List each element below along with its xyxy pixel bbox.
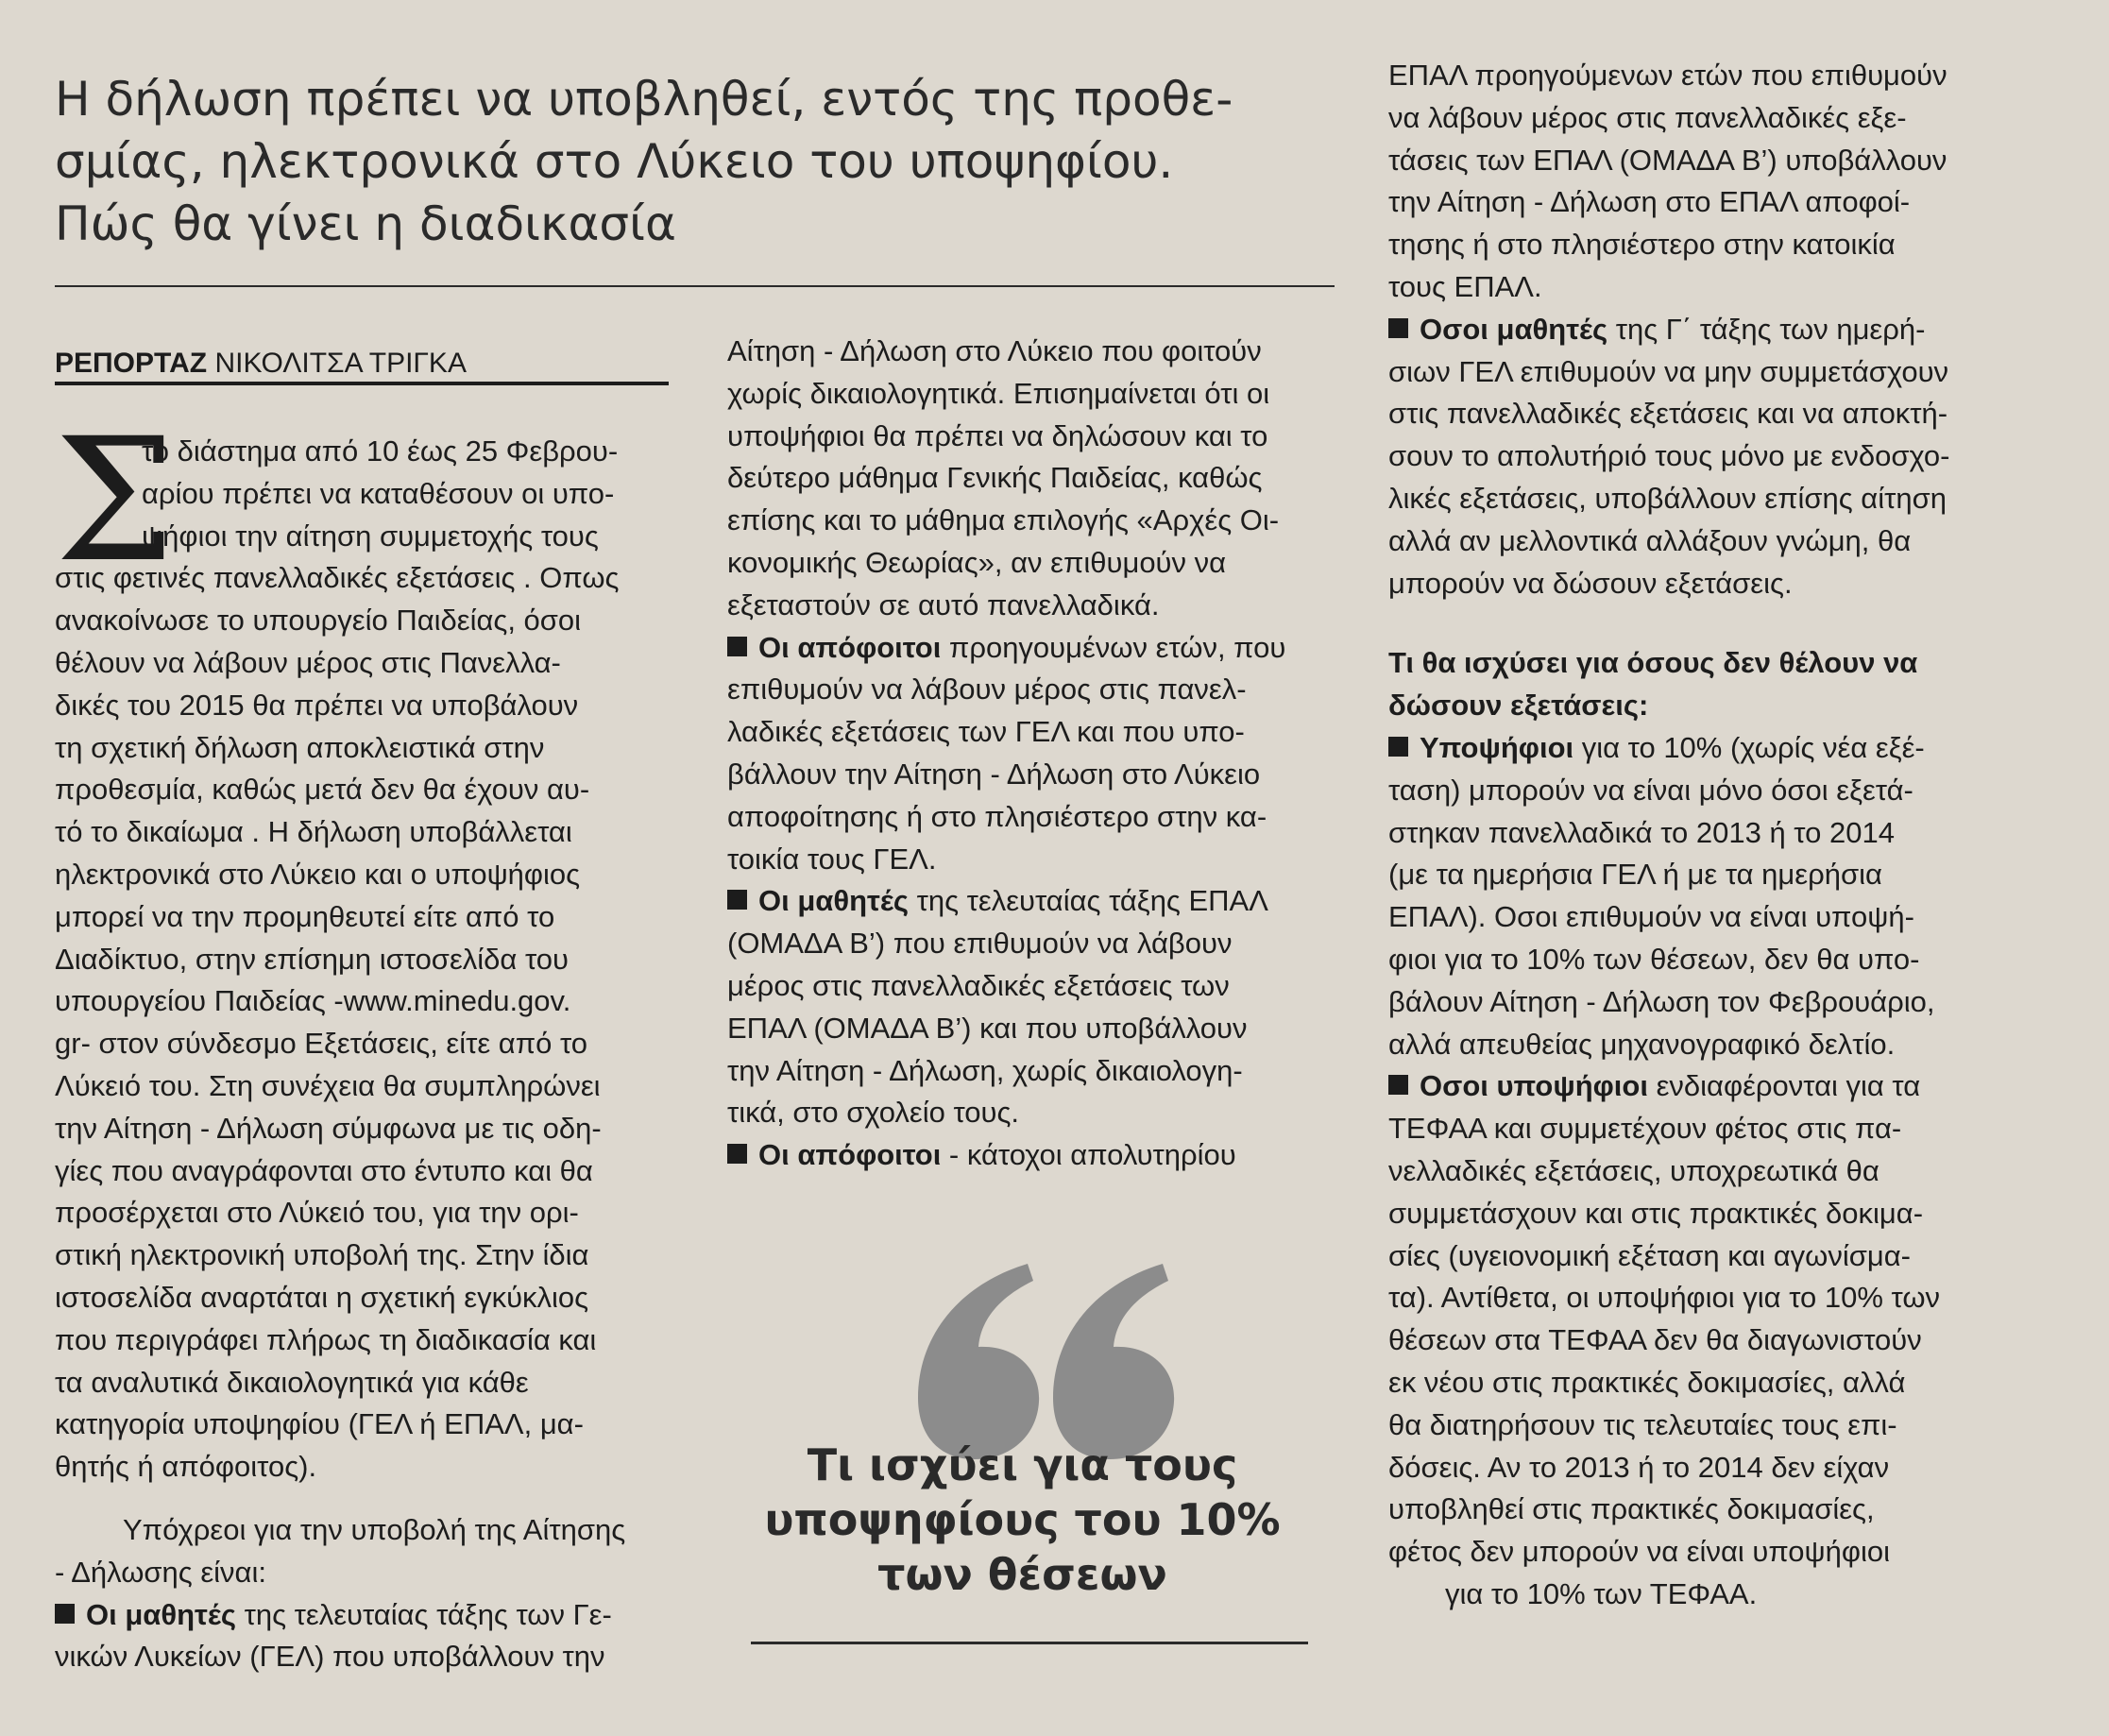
byline-label: ΡΕΠΟΡΤΑΖ xyxy=(55,348,208,379)
text-line: (με τα ημερήσια ΓΕΛ ή με τα ημερήσια xyxy=(1388,858,1882,892)
text-line: gr- στον σύνδεσμο Εξετάσεις, είτε από το xyxy=(55,1027,588,1061)
text-line: θέσεων στα ΤΕΦΑΑ δεν θα διαγωνιστούν xyxy=(1388,1323,1922,1357)
item-text: - κάτοχοι απολυτηρίου xyxy=(941,1138,1236,1172)
bullet-square-icon xyxy=(1388,318,1408,338)
pull-quote-rule xyxy=(751,1642,1308,1644)
text-line: ΕΠΑΛ). Οσοι επιθυμούν να είναι υποψή- xyxy=(1388,900,1914,934)
text-line: χωρίς δικαιολογητικά. Επισημαίνεται ότι οι xyxy=(727,376,1270,410)
text-line: την Αίτηση - Δήλωση σύμφωνα με τις οδη- xyxy=(55,1111,602,1145)
text-line: Αίτηση - Δήλωση στο Λύκειο που φοιτούν xyxy=(727,334,1262,367)
text-line: ιστοσελίδα αναρτάται η σχετική εγκύκλιος xyxy=(55,1280,589,1314)
item-text: της Γ΄ τάξης των ημερή- xyxy=(1607,312,1926,346)
section-subhead: δώσουν εξετάσεις: xyxy=(1388,689,1649,723)
text-line: λαδικές εξετάσεις των ΓΕΛ και που υπο- xyxy=(727,715,1245,749)
text-line: ηλεκτρονικά στο Λύκειο και ο υποψήφιος xyxy=(55,857,581,891)
list-item xyxy=(1388,1065,2012,1108)
text-line: βάλουν Αίτηση - Δήλωση τον Φεβρουάριο, xyxy=(1388,984,1935,1018)
text-line: τικά, στο σχολείο τους. xyxy=(727,1096,1020,1130)
quotation-mark-icon xyxy=(916,1247,1181,1464)
text-line: τάσεις των ΕΠΑΛ (ΟΜΑΔΑ Β’) υποβάλλουν xyxy=(1388,143,1947,177)
text-line: ΤΕΦΑΑ και συμμετέχουν φέτος στις πα- xyxy=(1388,1112,1902,1146)
text-line: εκ νέου στις πρακτικές δοκιμασίες, αλλά xyxy=(1388,1365,1906,1399)
list-item xyxy=(727,1134,1318,1177)
pull-quote-line: υποψηφίους του 10% xyxy=(764,1494,1281,1545)
list-item xyxy=(55,1594,683,1637)
text-line: στις πανελλαδικές εξετάσεις και να αποκτή- xyxy=(1388,397,1948,431)
byline-author: ΝΙΚΟΛΙΤΣΑ ΤΡΙΓΚΑ xyxy=(214,348,467,379)
headline-line: Πώς θα γίνει η διαδικασία xyxy=(55,196,676,251)
text-line: βάλλουν την Αίτηση - Δήλωση στο Λύκειο xyxy=(727,757,1261,791)
text-line: νελλαδικές εξετάσεις, υποχρεωτικά θα xyxy=(1388,1153,1879,1187)
text-line: Λύκειό του. Στη συνέχεια θα συμπληρώνει xyxy=(55,1068,601,1102)
text-line: σίες (υγειονομική εξέταση και αγωνίσμα- xyxy=(1388,1238,1911,1272)
text-line: μπορεί να την προμηθευτεί είτε από το xyxy=(55,899,555,933)
text-line: ψήφιοι την αίτηση συμμετοχής τους xyxy=(142,519,599,553)
text-line: τους ΕΠΑΛ. xyxy=(1388,269,1542,303)
bullet-square-icon xyxy=(727,637,747,656)
text-line: που περιγράφει πλήρως τη διαδικασία και xyxy=(55,1322,597,1356)
text-line: τα αναλυτικά δικαιολογητικά για κάθε xyxy=(55,1365,529,1399)
item-lead: Οσοι μαθητές xyxy=(1420,312,1608,346)
text-line: μέρος στις πανελλαδικές εξετάσεις των xyxy=(727,968,1230,1002)
list-item xyxy=(727,627,1318,670)
text-line: κονομικής Θεωρίας», αν επιθυμούν να xyxy=(727,545,1227,579)
text-line: στηκαν πανελλαδικά το 2013 ή το 2014 xyxy=(1388,815,1895,849)
pull-quote-line: των θέσεων xyxy=(877,1549,1167,1600)
drop-cap: Σ xyxy=(55,402,176,600)
item-lead: Οσοι υποψήφιοι xyxy=(1420,1069,1648,1103)
text-line: την Αίτηση - Δήλωση στο ΕΠΑΛ αποφοί- xyxy=(1388,185,1911,219)
text-line: θα διατηρήσουν τις τελευταίες τους επι- xyxy=(1388,1407,1897,1441)
bullet-square-icon xyxy=(1388,737,1408,757)
text-line: συμμετάσχουν και στις πρακτικές δοκιμα- xyxy=(1388,1196,1924,1230)
text-line: Διαδίκτυο, στην επίσημη ιστοσελίδα του xyxy=(55,942,569,976)
item-lead: Οι απόφοιτοι xyxy=(758,1138,942,1172)
bullet-square-icon xyxy=(1388,1075,1408,1095)
text-line: νικών Λυκείων (ΓΕΛ) που υποβάλλουν την xyxy=(55,1640,605,1674)
text-line: τό το δικαίωμα . Η δήλωση υποβάλλεται xyxy=(55,815,572,849)
text-line: την Αίτηση - Δήλωση, χωρίς δικαιολογη- xyxy=(727,1053,1243,1087)
text-line: εξεταστούν σε αυτό πανελλαδικά. xyxy=(727,587,1160,621)
text-line: ταση) μπορούν να είναι μόνο όσοι εξετά- xyxy=(1388,773,1913,807)
text-line: (ΟΜΑΔΑ Β’) που επιθυμούν να λάβουν xyxy=(727,927,1233,961)
column-1 xyxy=(55,431,683,1678)
text-line: γίες που αναγράφονται στο έντυπο και θα xyxy=(55,1153,593,1187)
item-lead: Οι μαθητές xyxy=(86,1597,236,1631)
article-headline xyxy=(55,68,1320,255)
text-line: ΕΠΑΛ προηγούμενων ετών που επιθυμούν xyxy=(1388,59,1947,92)
bullet-square-icon xyxy=(727,1144,747,1164)
headline-rule xyxy=(55,285,1335,287)
item-lead: Οι μαθητές xyxy=(758,884,909,918)
text-line: τα). Αντίθετα, οι υποψήφιοι για το 10% των xyxy=(1388,1281,1941,1315)
text-line: στις φετινές πανελλαδικές εξετάσεις . Οπως xyxy=(55,561,620,595)
text-line: σουν το απολυτήριό τους μόνο με ενδοσχο- xyxy=(1388,439,1950,473)
pull-quote xyxy=(727,1438,1318,1602)
bullet-square-icon xyxy=(55,1604,75,1624)
item-lead: Οι απόφοιτοι xyxy=(758,630,942,664)
text-line: δεύτερο μάθημα Γενικής Παιδείας, καθώς xyxy=(727,461,1263,495)
text-line: λικές εξετάσεις, υποβάλλουν επίσης αίτηση xyxy=(1388,481,1947,515)
text-line: φέτος δεν μπορούν να είναι υποψήφιοι xyxy=(1388,1535,1890,1569)
text-line: υπουργείου Παιδείας -www.minedu.gov. xyxy=(55,984,571,1018)
item-text: της τελευταίας τάξης ΕΠΑΛ xyxy=(909,884,1268,918)
byline xyxy=(55,348,467,380)
text-line: Υπόχρεοι για την υποβολή της Αίτησης xyxy=(123,1512,626,1546)
text-line: υποβληθεί στις πρακτικές δοκιμασίες, xyxy=(1388,1492,1875,1526)
text-line: στική ηλεκτρονική υποβολή της. Στην ίδια xyxy=(55,1238,589,1272)
column-3 xyxy=(1388,55,2012,1616)
headline-line: σμίας, ηλεκτρονικά στο Λύκειο του υποψηφίου. xyxy=(55,134,1174,189)
text-line: θέλουν να λάβουν μέρος στις Πανελλα- xyxy=(55,645,561,679)
text-line: δόσεις. Αν το 2013 ή το 2014 δεν είχαν xyxy=(1388,1450,1890,1484)
list-item xyxy=(1388,309,2012,351)
item-text: προηγουμένων ετών, που xyxy=(941,630,1286,664)
list-item xyxy=(727,880,1318,923)
text-line: επιθυμούν να λάβουν μέρος στις πανελ- xyxy=(727,672,1247,706)
text-line: αλλά αν μελλοντικά αλλάξουν γνώμη, θα xyxy=(1388,523,1912,557)
text-line: θητής ή απόφοιτος). xyxy=(55,1450,317,1484)
item-lead: Υποψήφιοι xyxy=(1420,730,1574,764)
item-text: ενδιαφέρονται για τα xyxy=(1647,1069,1921,1103)
text-line: υποψήφιοι θα πρέπει να δηλώσουν και το xyxy=(727,418,1268,452)
text-line: φιοι για το 10% των θέσεων, δεν θα υπο- xyxy=(1388,942,1920,976)
list-item xyxy=(1388,727,2012,770)
text-line: προθεσμία, καθώς μετά δεν θα έχουν αυ- xyxy=(55,773,590,807)
bullet-square-icon xyxy=(727,890,747,910)
text-line: τησης ή στο πλησιέστερο στην κατοικία xyxy=(1388,228,1896,262)
text-line: επίσης και το μάθημα επιλογής «Αρχές Οι- xyxy=(727,503,1280,537)
text-line: δικές του 2015 θα πρέπει να υποβάλουν xyxy=(55,688,579,722)
text-line: - Δήλωσης είναι: xyxy=(55,1555,266,1589)
text-line: αποφοίτησης ή στο πλησιέστερο στην κα- xyxy=(727,799,1267,833)
text-line: το διάστημα από 10 έως 25 Φεβρου- xyxy=(142,434,619,468)
text-line: τοικία τους ΓΕΛ. xyxy=(727,842,937,876)
text-line: αλλά απευθείας μηχανογραφικό δελτίο. xyxy=(1388,1027,1896,1061)
text-line: σιων ΓΕΛ επιθυμούν να μην συμμετάσχουν xyxy=(1388,354,1949,388)
column-2 xyxy=(727,331,1318,1177)
text-line: ΕΠΑΛ (ΟΜΑΔΑ Β’) και που υποβάλλουν xyxy=(727,1011,1248,1045)
text-line: αρίου πρέπει να καταθέσουν οι υπο- xyxy=(142,476,615,510)
text-line: τη σχετική δήλωση αποκλειστικά στην xyxy=(55,730,545,764)
text-line: κατηγορία υποψηφίου (ΓΕΛ ή ΕΠΑΛ, μα- xyxy=(55,1407,584,1441)
text-line: μπορούν να δώσουν εξετάσεις. xyxy=(1388,566,1793,600)
item-text: της τελευταίας τάξης των Γε- xyxy=(236,1597,612,1631)
text-line: να λάβουν μέρος στις πανελλαδικές εξε- xyxy=(1388,100,1907,134)
text-line: ανακοίνωσε το υπουργείο Παιδείας, όσοι xyxy=(55,604,582,638)
item-text: για το 10% (χωρίς νέα εξέ- xyxy=(1573,730,1925,764)
text-line: για το 10% των ΤΕΦΑΑ. xyxy=(1445,1576,1758,1610)
section-subhead: Τι θα ισχύσει για όσους δεν θέλουν να xyxy=(1388,646,1918,680)
text-line: προσέρχεται στο Λύκειό του, για την ορι- xyxy=(55,1196,579,1230)
headline-line: Η δήλωση πρέπει να υποβληθεί, εντός της προθε- xyxy=(55,72,1233,127)
pull-quote-line: Τι ισχύει για τους xyxy=(807,1439,1238,1490)
byline-rule xyxy=(55,382,669,385)
